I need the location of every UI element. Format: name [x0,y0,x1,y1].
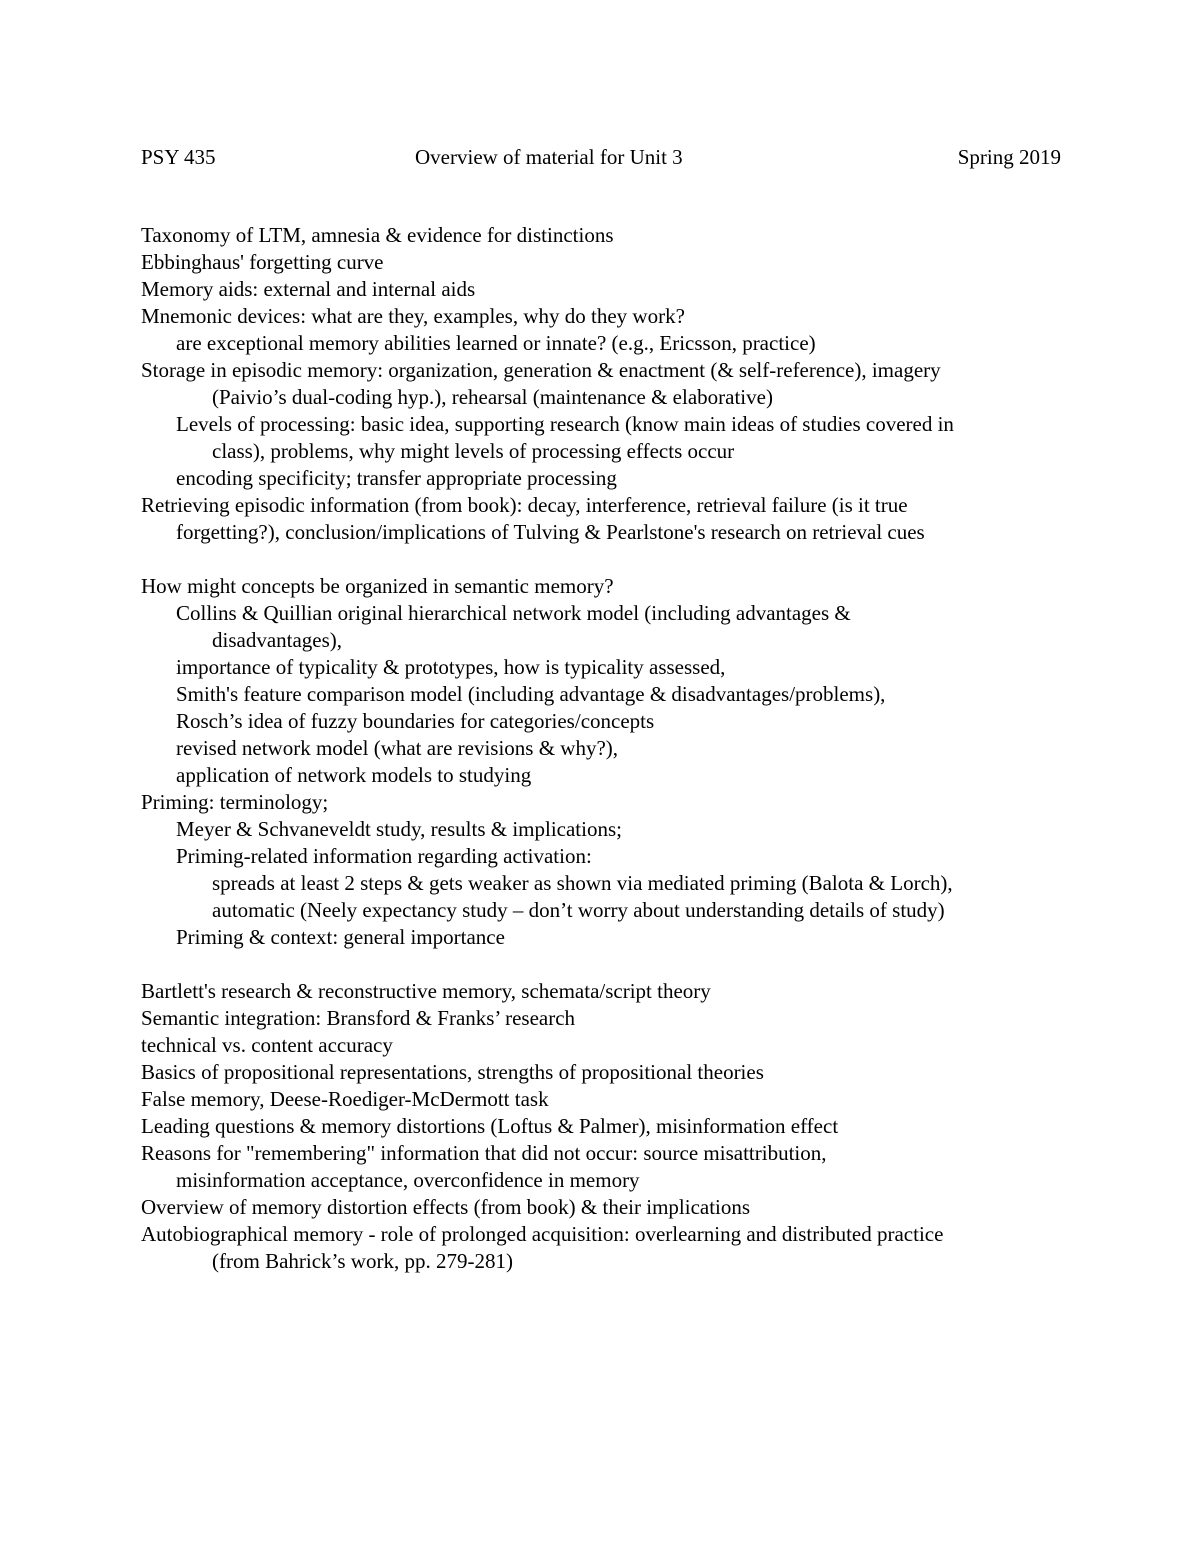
outline-item: Autobiographical memory - role of prolonged acquisition: overlearning and distributed practice [141,1222,944,1246]
outline-subitem: revised network model (what are revisions & why?), [176,736,619,760]
outline-item: Memory aids: external and internal aids [141,277,476,301]
outline-subitem: Levels of processing: basic idea, supporting research (know main ideas of studies covered in [176,412,954,436]
document-title: Overview of material for Unit 3 [415,145,683,169]
outline-subitem: application of network models to studying [176,763,532,787]
outline-item: False memory, Deese-Roediger-McDermott task [141,1087,549,1111]
outline-item: Storage in episodic memory: organization, generation & enactment (& self-reference), imagery [141,358,941,382]
outline-body [141,222,1071,1275]
outline-item: Ebbinghaus' forgetting curve [141,250,384,274]
outline-continuation: disadvantages), [212,628,343,652]
outline-continuation: class), problems, why might levels of processing effects occur [212,439,735,463]
section-semantic-memory [141,573,1071,951]
outline-item: Mnemonic devices: what are they, examples, why do they work? [141,304,685,328]
outline-continuation: (from Bahrick’s work, pp. 279-281) [212,1249,513,1273]
outline-continuation: forgetting?), conclusion/implications of Tulving & Pearlstone's research on retrieval cues [176,520,925,544]
outline-continuation: (Paivio’s dual-coding hyp.), rehearsal (maintenance & elaborative) [212,385,773,409]
course-code: PSY 435 [141,145,216,169]
page-header [141,142,1061,172]
outline-subitem: Collins & Quillian original hierarchical network model (including advantages & [176,601,851,625]
outline-item: Bartlett's research & reconstructive memory, schemata/script theory [141,979,711,1003]
outline-subitem: are exceptional memory abilities learned or innate? (e.g., Ericsson, practice) [176,331,816,355]
outline-subitem: Rosch’s idea of fuzzy boundaries for categories/concepts [176,709,655,733]
outline-item: Retrieving episodic information (from book): decay, interference, retrieval failure (is it true [141,493,908,517]
term: Spring 2019 [957,145,1061,169]
outline-subsubitem: automatic (Neely expectancy study – don’t worry about understanding details of study) [212,898,945,922]
outline-item: Basics of propositional representations, strengths of propositional theories [141,1060,764,1084]
outline-item: Taxonomy of LTM, amnesia & evidence for distinctions [141,223,614,247]
outline-item: Leading questions & memory distortions (Loftus & Palmer), misinformation effect [141,1114,839,1138]
outline-item: Semantic integration: Bransford & Franks’ research [141,1006,576,1030]
outline-item: technical vs. content accuracy [141,1033,393,1057]
outline-subitem: Meyer & Schvaneveldt study, results & implications; [176,817,622,841]
outline-item: How might concepts be organized in semantic memory? [141,574,614,598]
outline-subitem: Priming-related information regarding activation: [176,844,592,868]
outline-subitem: importance of typicality & prototypes, how is typicality assessed, [176,655,726,679]
outline-item: Priming: terminology; [141,790,329,814]
section-gap [141,546,1071,573]
outline-subsubitem: spreads at least 2 steps & gets weaker as shown via mediated priming (Balota & Lorch), [212,871,953,895]
section-episodic-memory [141,222,1071,546]
outline-item: Reasons for "remembering" information that did not occur: source misattribution, [141,1141,827,1165]
outline-item: Overview of memory distortion effects (from book) & their implications [141,1195,751,1219]
outline-subitem: encoding specificity; transfer appropriate processing [176,466,617,490]
outline-subitem: Priming & context: general importance [176,925,505,949]
section-reconstructive-memory [141,978,1071,1275]
outline-continuation: misinformation acceptance, overconfidence in memory [176,1168,640,1192]
section-gap [141,951,1071,978]
outline-subitem: Smith's feature comparison model (including advantage & disadvantages/problems), [176,682,886,706]
